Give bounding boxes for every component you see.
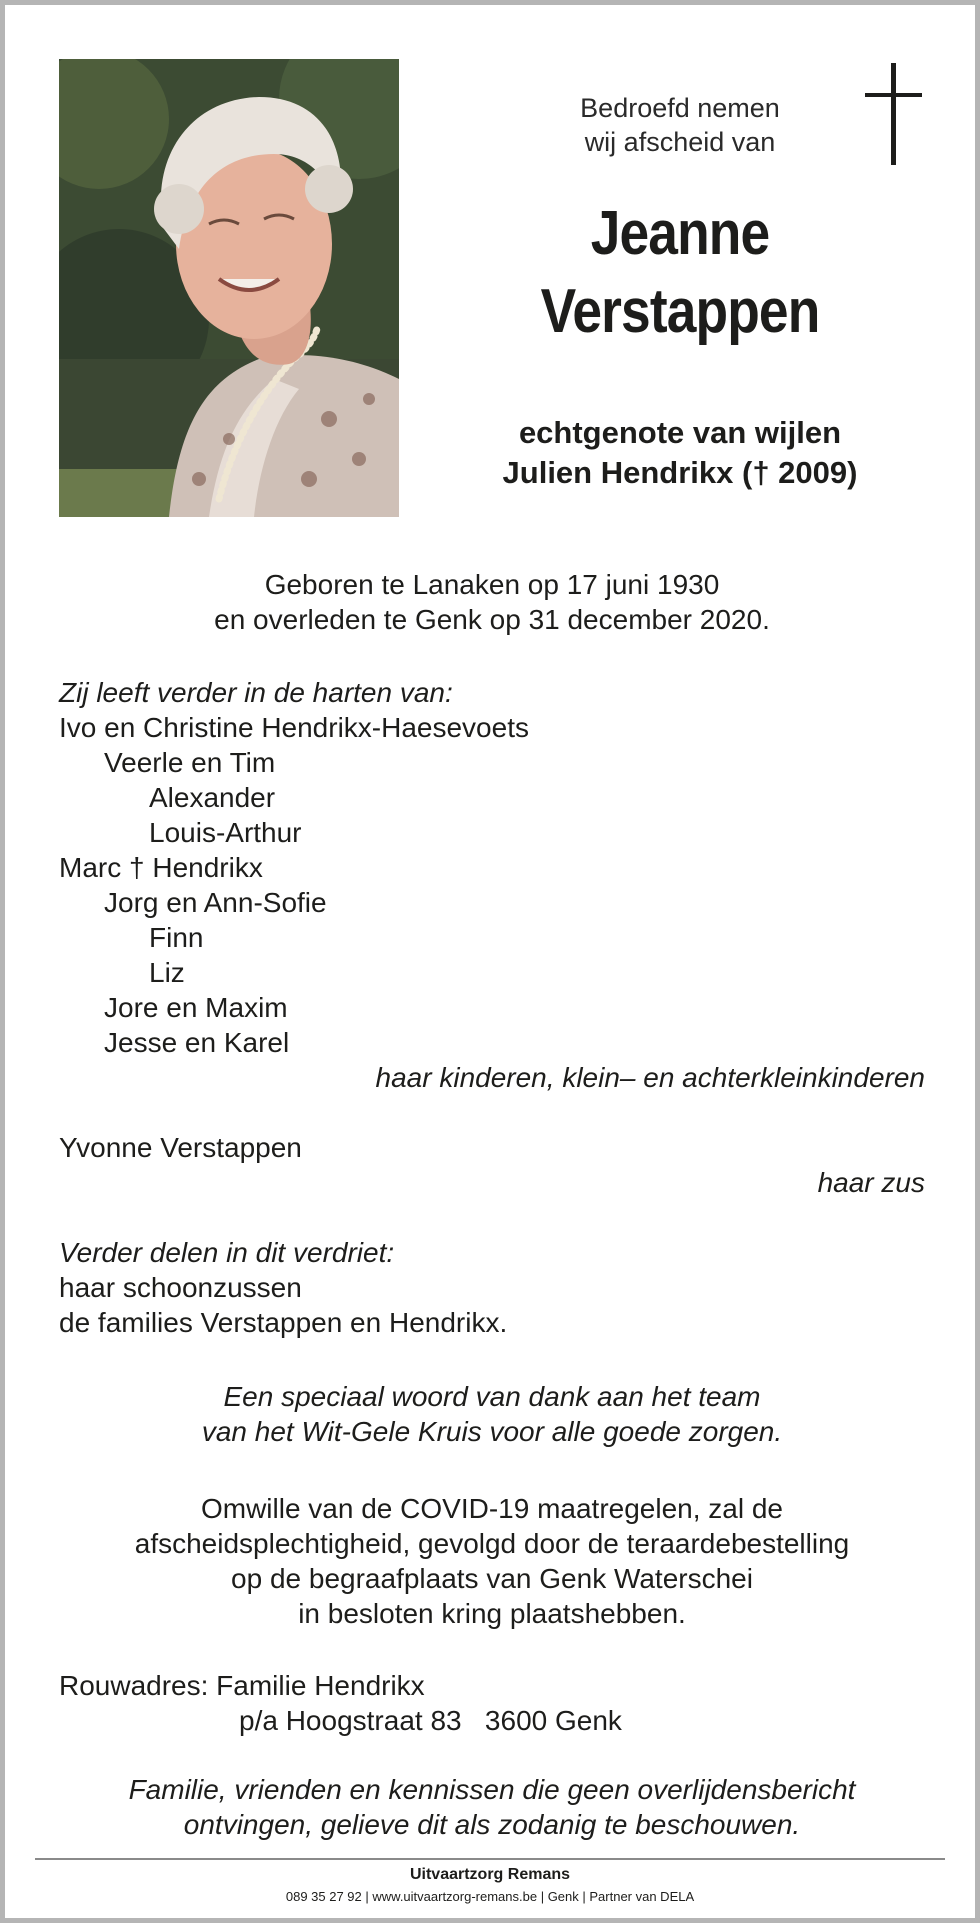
portrait-illustration	[59, 59, 399, 517]
thanks-line-2: van het Wit-Gele Kruis voor alle goede zorgen.	[201, 1416, 783, 1447]
family-member: Marc † Hendrikx	[59, 852, 263, 883]
address-section	[59, 1668, 925, 1738]
family-member: Alexander	[149, 782, 276, 813]
spouse-line-1: echtgenote van wijlen	[518, 415, 842, 450]
sister-relation: haar zus	[817, 1167, 925, 1198]
notice-line-1: Familie, vrienden en kennissen die geen overlijdensbericht	[128, 1774, 856, 1805]
ceremony-line-3: op de begraafplaats van Genk Waterschei	[231, 1563, 753, 1594]
ceremony-section	[59, 1491, 925, 1631]
family-heading: Zij leeft verder in de harten van:	[59, 677, 453, 708]
ceremony-line-1: Omwille van de COVID-19 maatregelen, zal de	[200, 1493, 784, 1524]
birth-line-2: en overleden te Genk op 31 december 2020.	[214, 604, 770, 635]
family-list	[59, 675, 925, 1060]
family-member: Veerle en Tim	[104, 747, 276, 778]
others-line-1: haar schoonzussen	[59, 1272, 302, 1303]
footer-divider	[35, 1858, 945, 1860]
family-relation: haar kinderen, klein– en achterkleinkinderen	[375, 1062, 925, 1093]
portrait-photo	[59, 59, 399, 517]
notice-section	[59, 1772, 925, 1842]
family-member: Ivo en Christine Hendrikx-Haesevoets	[59, 712, 529, 743]
funeral-company-name: Uitvaartzorg Remans	[409, 1866, 571, 1883]
birth-line-1: Geboren te Lanaken op 17 juni 1930	[264, 569, 720, 600]
intro-line-2: wij afscheid van	[584, 127, 776, 157]
others-line-2: de families Verstappen en Hendrikx.	[59, 1307, 508, 1338]
others-section	[59, 1235, 925, 1340]
funeral-company-info: 089 35 27 92 | www.uitvaartzorg-remans.be | Genk | Partner van DELA	[285, 1889, 695, 1904]
family-member: Jorg en Ann-Sofie	[104, 887, 327, 918]
last-name: Verstappen	[540, 277, 820, 346]
birth-info	[59, 567, 925, 637]
family-member: Jesse en Karel	[104, 1027, 290, 1058]
latin-cross-icon	[865, 63, 925, 165]
intro-text	[515, 91, 845, 159]
intro-line-1: Bedroefd nemen	[580, 93, 780, 123]
address-line-1: Rouwadres: Familie Hendrikx	[59, 1670, 425, 1701]
ceremony-line-4: in besloten kring plaatshebben.	[298, 1598, 686, 1629]
sister-name: Yvonne Verstappen	[59, 1132, 302, 1163]
deceased-name	[504, 195, 857, 351]
family-member: Louis-Arthur	[149, 817, 302, 848]
family-member: Liz	[149, 957, 185, 988]
family-member: Jore en Maxim	[104, 992, 288, 1023]
family-member: Finn	[149, 922, 204, 953]
notice-line-2: ontvingen, gelieve dit als zodanig te beschouwen.	[183, 1809, 801, 1840]
spouse-line-2: Julien Hendrikx († 2009)	[502, 455, 858, 490]
thanks-section	[59, 1379, 925, 1449]
first-name: Jeanne	[590, 199, 770, 268]
spouse-info	[435, 413, 925, 493]
thanks-line-1: Een speciaal woord van dank aan het team	[223, 1381, 761, 1412]
others-heading: Verder delen in dit verdriet:	[59, 1237, 395, 1268]
address-line-2: p/a Hoogstraat 83 3600 Genk	[239, 1705, 622, 1736]
ceremony-line-2: afscheidsplechtigheid, gevolgd door de teraardebestelling	[134, 1528, 850, 1559]
